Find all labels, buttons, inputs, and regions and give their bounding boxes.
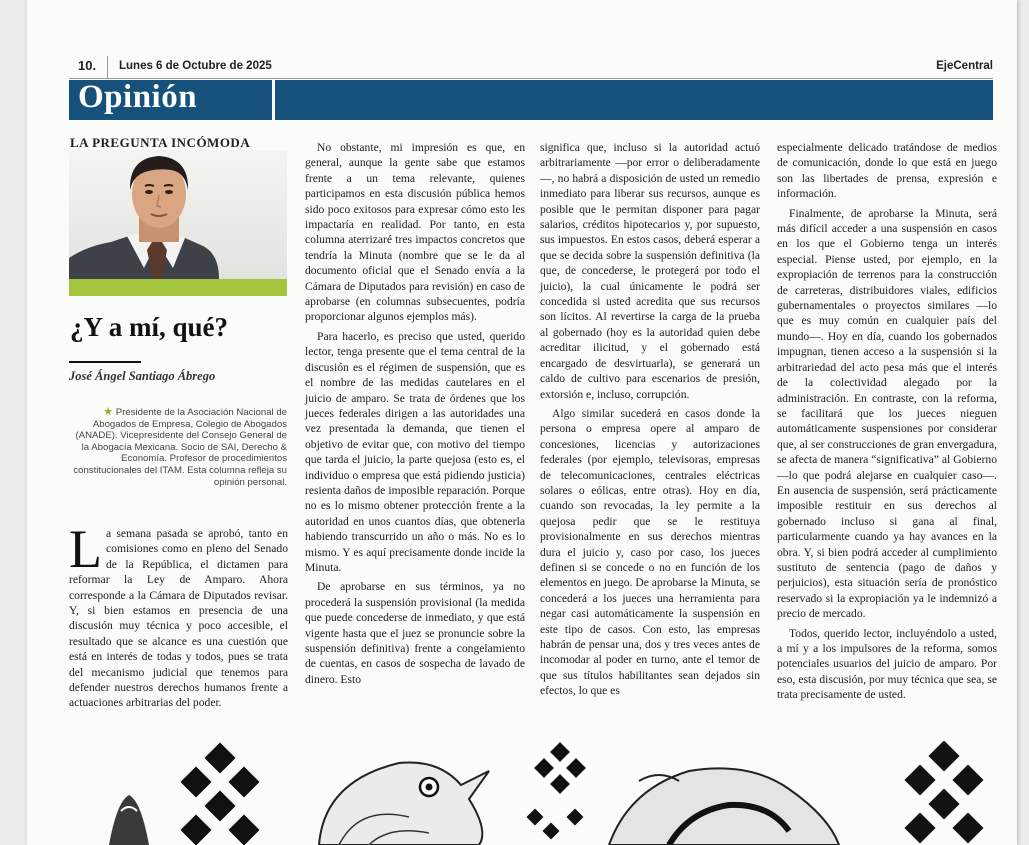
diamond-cluster-center xyxy=(527,742,586,839)
section-title: Opinión xyxy=(78,79,198,115)
hand-sketch xyxy=(609,768,839,845)
decorative-illustration xyxy=(69,741,993,845)
article-column-2 xyxy=(305,140,525,691)
page-number: 10. xyxy=(78,58,97,73)
article-paragraph: Para hacerlo, es preciso que usted, querido lector, tenga presente que el tema central de la discusión es el régimen de suspensión, que es el nombre de las medidas cautelares en el juicio de amparo. Se trata de órdenes que los jueces federales dirigen a las autoridades una vez presentada la demanda, que tienen el objetivo de evitar que, con motivo del tiempo que tarda el juicio, la parte quejosa (esto es, el individuo o empresa que está pidiendo justicia) resienta daños de imposible reparación. Porque no es lo mismo obtener protección frente a la autoridad en unos cuantos días, que obtenerla habiendo transcurrido un año o más. No es lo mismo. Y es aquí precisamente donde incide la Minuta. xyxy=(305,329,525,574)
publication-date: Lunes 6 de Octubre de 2025 xyxy=(119,60,272,72)
author-portrait xyxy=(69,150,287,279)
author-bio xyxy=(69,407,287,488)
header-divider xyxy=(107,56,108,78)
illustration-drawing xyxy=(69,741,993,845)
column-kicker: LA PREGUNTA INCÓMODA xyxy=(70,135,251,150)
article-column-4 xyxy=(777,140,997,707)
headline-rule xyxy=(69,361,141,363)
article-paragraph: No obstante, mi impresión es que, en general, aunque la gente sabe que estamos frente a un tema relevante, quienes participamos en esta discusión pública hemos sido poco exitosos para expresar cómo esto les impactaría en realidad. Por tanto, en esta columna aterrizaré tres impactos concretos que tendría la Minuta (nombre que se le da al documento oficial que el Senado envía a la Cámara de Diputados para revisión) en caso de aprobarse (en columnas subsecuentes, podría proporcionar algunos ejemplos más). xyxy=(305,141,525,324)
page-header xyxy=(69,56,993,79)
author-bio-text: Presidente de la Asociación Nacional de Abogados de Empresa, Colegio de Abogados (ANADE). Vicepresidente del Consejo General de la Abogacía Mexicana. Socio de SAI, Derecho & Economía. Profesor de procedimientos constitucionales del ITAM. Esta columna refleja su opinión personal. xyxy=(73,407,287,488)
drop-cap: L xyxy=(69,519,102,579)
article-paragraph: De aprobarse en sus términos, ya no procederá la suspensión provisional (la medida que puede concederse de inmediato, y que está vigente hasta que el juez se pronuncie sobre la suspensión definitiva) frente a congelamiento de cuentas, en casos de sospecha de lavado de dinero. Esto xyxy=(305,580,525,686)
article-paragraph: Algo similar sucederá en casos donde la persona o empresa opere al amparo de concesiones, licencias y autorizaciones federales (por ejemplo, televisoras, empresas de telecomunicaciones, centrales eléctricas solares o eólicas, entre otras). Hoy en día, cuando son revocadas, la ley permite a la quejosa pedir que se le restituya provisionalmente en sus derechos mientras dura el juicio y, caso por caso, los jueces definen si se concede o no en función de los elementos en juego. De aprobarse la Minuta, se concederá a los jueces una herramienta para negar casi automáticamente la suspensión en este tipo de casos. Con esto, las empresas habrán de pensar una, dos y tres veces antes de incomodar al poder en turno, ante el temor de que sus títulos habilitantes sean dejados sin efectos, lo que es xyxy=(540,406,760,698)
lead-paragraph-text: a semana pasada se aprobó, tanto en comisiones como en pleno del Senado de la República, el dictamen para reformar la Ley de Amparo. Ahora corresponde a la Cámara de Diputados revisar. Y, si bien estamos en presencia de una discusión muy técnica y poco accesible, el resultado que se alcance es una cuestión que está en interés de todas y todos, pues se trata del mecanismo judicial que tenemos para defender nuestros derechos humanos frente a actuaciones arbitrarias del poder. xyxy=(69,527,288,710)
author-portrait-drawing xyxy=(69,150,287,279)
section-banner-divider xyxy=(272,80,275,120)
article-column-3 xyxy=(540,140,760,703)
article-paragraph: especialmente delicado tratándose de medios de comunicación, donde lo que está en juego son las libertades de prensa, expresión e información. xyxy=(777,141,997,201)
author-byline: José Ángel Santiago Ábrego xyxy=(69,369,216,383)
article-paragraph: Finalmente, de aprobarse la Minuta, será más difícil acceder a una suspensión en casos en los que el Gobierno tenga un interés especial. Piense usted, por ejemplo, en la expropiación de terrenos para la construcción de carreteras, distribuidores viales, edificios gubernamentales o proyectos similares —lo que es muy común en cualquier país del mundo—. Hoy en día, cuando los gobernados impugnan, tienen acceso a la suspensión si la arbitrariedad del acto pesa más que el interés de la colectividad alegado por la administración. En contraste, con la reforma, se facilitará que los jueces nieguen automáticamente suspensiones por considerar que, al ser construcciones de gran envergadura, se afecta de manera “significativa” al Gobierno —lo que podrá alejarse en cualquier caso—. En ausencia de suspensión, será prácticamente imposible restituir en sus derechos al gobernado incluso si gana al final, particularmente cuando ya hay avances en la obra. Y, si bien podrá acceder al cumplimiento sustituto de sentencia (pago de daños y perjuicios), esta situación sería de pronóstico reservado si la expropiación ya le indemnizó a precio de mercado. xyxy=(777,206,997,621)
bird-sketch xyxy=(319,762,489,845)
star-icon: ★ xyxy=(103,406,114,418)
section-banner xyxy=(69,80,993,120)
publication-brand: EjeCentral xyxy=(936,60,993,72)
lead-paragraph xyxy=(69,519,288,711)
accent-bar xyxy=(69,279,287,296)
article-paragraph: Todos, querido lector, incluyéndolo a usted, a mí y a los impulsores de la reforma, somos potenciales usuarios del juicio de amparo. Por eso, esta discusión, por muy técnica que sea, se trata precisamente de usted. xyxy=(777,626,997,702)
newspaper-page xyxy=(27,0,1017,845)
article-lead-column xyxy=(69,519,288,715)
diamond-cluster-right xyxy=(904,741,983,844)
diamond-cluster-left xyxy=(180,742,259,845)
article-headline: ¿Y a mí, qué? xyxy=(70,312,229,342)
article-paragraph: significa que, incluso si la autoridad actuó arbitrariamente —por error o deliberadamente—, no habrá a disposición de usted un remedio inmediato para liberar sus recursos, aunque es posible que le permitan disponer para pagar salarios, créditos hipotecarios y, por supuesto, sus impuestos. En estos casos, deberá esperar a que se decida sobre la suspensión definitiva (la que, de concederse, le protegerá por todo el juicio), la cual únicamente le podrá ser concedida si usted acredita que sus recursos son lícitos. Al revertirse la carga de la prueba al gobernado (hoy es la autoridad quien debe acreditar ilicitud, y el gobernado está encargado de desvirtuarla), se generará un caldo de cultivo para escenarios de presión, extorsión e, incluso, corrupción. xyxy=(540,141,760,401)
